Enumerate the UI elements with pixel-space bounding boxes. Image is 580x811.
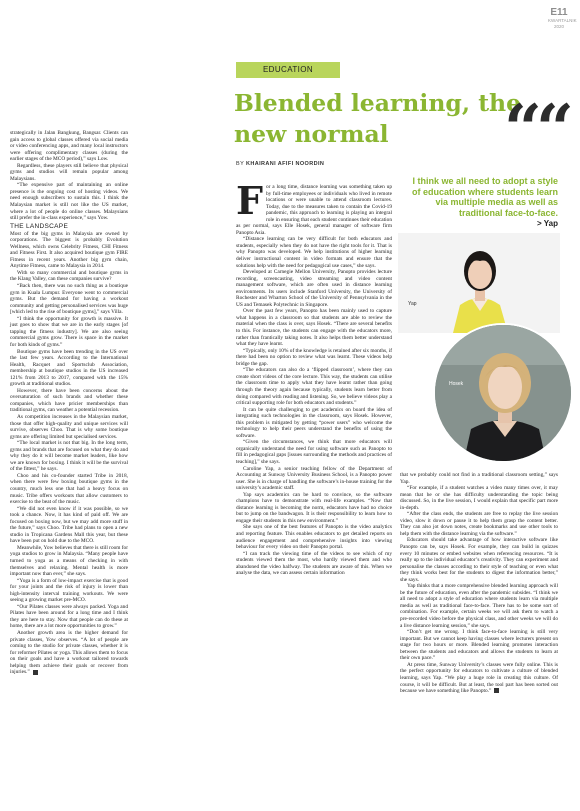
photo-hosek [433,323,573,463]
left-paragraph: Choo and his co-founder started Tribe in 2018, when there were few boxing boutique gyms in the country, much less one that had a heavy focus on music. Tribe offers workouts that allow customers to exercise to the beat of the music. [10,472,128,506]
left-paragraph: “The local market is not that big. In the long term, gyms and brands that are focused on what they do and why they do it will become market leaders, like how we are known for boxing. I think it will be the survival of the fittest,” he says. [10,440,128,473]
portrait-yap-illustration [398,233,560,333]
left-paragraph: “We did not even know if it was possible, so we took a chance. Now, it has kind of paid off. We are focused on boxing now, but we may add more stuff in the future,” says Choo. Tribe had plans to open a new studio in Tropicana Gardens Mall this year, but these have been put on hold due to the MCO. [10,505,128,545]
mid-paragraph: “Typically, only 10% of the knowledge is retained after six months, if there had been no option to review what was learnt. These videos help bridge the gap. [236,347,393,367]
right-paragraph: that we probably could not find in a traditional classroom setting,” says Yap. [400,472,558,485]
right-paragraph: Yap thinks that a more comprehensive blended learning approach will be the future of education, even after the pandemic subsides. “I think we all need to adopt a style of education where students learn via multiple media as well as traditional face-to-face. There has to be some sort of combination. For example, certain weeks we will ask them to watch a pre-recorded video before the physical class, and other weeks we will do a live distance learning session,” she says. [400,583,558,629]
left-paragraph: “Back then, there was no such thing as a boutique gym in Kuala Lumpur. Everyone went to commercial gyms. But the demand for having a workout community and getting personalised services was huge [which led to the rise of boutique gyms],” says Villa. [10,283,128,316]
left-paragraph: “I think the opportunity for growth is massive. It just goes to show that we are in the early stages [of tapping the fitness industry]. We are also seeing commercial gyms grow. There is space in the market for both kinds of gyms.” [10,315,128,348]
mid-paragraph: Developed at Carnegie Mellon University, Panopto provides lecture recording, screencasting, video streaming and video content management software, which are often used in distance learning environments. Its users include Stanford University, the University of Rochester and Wharton School of the University of Pennsylvania in the US and Temasek Polytechnic in Singapore. [236,269,392,308]
left-paragraph: “Our Pilates classes were always packed. Yoga and Pilates have been around for a long time and I think they are here to stay. Now that people can do these at home, there are a lot more opportunities to grow.” [10,603,128,630]
lead-paragraph-text: or a long time, distance learning was something taken up by full-time employees or individuals who lived in remote locations or were unable to attend classroom lectures. Today, due to the measures taken to contain the Covid-19 pandemic, this approach to learning is playing an integral role in ensuring that each student continues their education as per normal, says Elle Hosek, general manager of software firm Panopto Asia. [236,184,392,236]
left-paragraph: With so many commercial and boutique gyms in the Klang Valley, can these companies survive? [10,269,128,283]
left-paragraph: Most of the big gyms in Malaysia are owned by corporations. The biggest is probably Evolution Wellness, which owns Celebrity Fitness, CHI Fitness and Fitness First. It also acquired boutique gym FIRE Fitness in recent years. Another big gym chain, Anytime Fitness, came to Malaysia in 2014. [10,230,128,270]
lead-paragraph [236,178,392,236]
left-column [10,130,128,676]
left-paragraph: strategically in Jalan Bangkung, Bangsar. Clients can gain access to global classes offered via social media or video conferencing apps, and many local instructors were offering complimentary classes (during the earlier stages of the MCO period),” says Low. [10,130,128,163]
right-paragraph: “Don’t get me wrong. I think face-to-face learning is still very important. But we cannot keep having classes where lecturers present on stage for two hours or more. Blended learning promotes interaction between the students and educators and allows the students to learn at their own pace.” [400,629,558,662]
page-side-text-1: KWARTALNIK [548,18,577,23]
mid-paragraph: “The educators can also do a ‘flipped classroom’, where they can create short videos of the core lecture. This way, the students can utilise the classroom time to apply what they have learnt rather than going through the theory again because typically, students learn better from doing compared with reading and listening. So, we believe videos play a critical supporting role for both educators and students.” [236,367,392,407]
portrait-hosek-illustration [435,325,573,463]
page-number-tag [548,7,577,29]
subheading-landscape: THE LANDSCAPE [10,222,69,230]
left-paragraph: As competition increases in the Malaysian market, those that offer high-quality and unique services will survive, observes Choo. That is why some boutique gyms are offering limited but specialised services. [10,413,128,440]
middle-column [236,178,393,577]
mid-paragraph: Yap says academics can be hard to convince, so the software champions have to demonstrate with real-life examples. “Now that distance learning is becoming the norm, educators have had no choice but to jump on the bandwagon. It is their responsibility to learn how to engage their students in this new environment.” [236,491,392,524]
right-paragraph-last [400,662,558,695]
photo-yap [398,233,560,333]
left-paragraph: However, there have been concerns about the oversaturation of such brands and whether these companies, which have pricier memberships than traditional gyms, can weather a potential recession. [10,387,128,414]
mid-paragraph: “Given the circumstances, we think that more educators will organically understand the need for using software such as Panopto to fill in pedagogical gaps [issues surrounding the methods and practices of teaching],” she says. [236,439,392,465]
end-mark-icon [494,688,499,693]
right-paragraph-text: At press time, Sunway University’s classes were fully online. This is the perfect opportunity for educators to cultivate a culture of blended learning, says Yap. “We play a huge role in creating this culture. Of course, it will be difficult. But at least, the tool part has been sorted out because we have something like Panopto.” [400,661,558,695]
headline: Blended learning, the new normal [234,89,522,148]
section-tag: EDUCATION [236,62,340,78]
byline-prefix: BY [236,161,245,167]
mid-paragraph: “I can track the viewing time of the videos to see which of my students viewed them the most, who hardly viewed them and who abandoned the video halfway. The students are aware of this. When we analyse the data, we can assess certain information [236,550,392,577]
right-paragraph: Educators should take advantage of how interactive software like Panopto can be, says Hosek. For example, they can build in quizzes every 10 minutes or embed websites when referencing resources. “It is really up to the individual educator’s creativity. They can experiment and personalise the classes according to their style of teaching or even what they think works best for the students to digest the information better,” she says. [400,537,558,583]
end-mark-icon [33,670,38,675]
pull-quote-attribution: > Yap [537,219,558,228]
photo-label-yap: Yap [408,301,417,307]
right-column [400,472,558,695]
left-paragraph: Boutique gyms have been trending in the US over the last few years. According to the International Health, Racquet and Sportsclub Association, membership at boutique studios in the US increased 121% from 2013 to 2017, compared with the 15% growth at traditional studios. [10,348,128,388]
left-paragraph-last [10,630,128,676]
drop-cap: F [236,178,263,223]
left-paragraph-text: Another growth area is the higher demand for private classes, Yow observes. “A lot of people are coming to the studio for private classes, whether it is for reformer Pilates or yoga. This allows them to focus on their goals and have a workout tailored towards helping them achieve their goals or recover from injuries.” [10,630,128,676]
left-paragraph: Regardless, these players still believe that physical gyms and studios will remain popular among Malaysians. [10,162,128,182]
mid-paragraph: “Distance learning can be very difficult for both educators and students, especially when they do not have the right tools for it. That is why Panopto was developed. We help institutions of higher learning deliver instructional content in video formats and ensure that the solutions help with the need for pedagogical use cases,” she says. [236,236,392,269]
byline-author: KHAIRANI AFIFI NOORDIN [245,161,325,167]
left-paragraph: “Yoga is a form of low-impact exercise that is good for your joints and the risk of injury is lower than high-intensity interval training workouts. We were seeing a growing market pre-MCO. [10,577,128,604]
mid-paragraph: It can be quite challenging to get academics on board the idea of integrating such technologies in the classroom, says Hosek. However, this problem is mitigated by getting “power users” who welcome the technology to help their peers understand the benefits of using the software. [236,406,392,439]
byline [236,161,324,167]
mid-paragraph: Over the past few years, Panopto has been mainly used to capture what happens in a classroom so that students are able to review the material when the class is over, says Hosek. “There are several benefits to this. For instance, the students can engage with the educators more, rather than frantically taking notes. It also helps them better understand what they have learnt. [236,308,392,348]
mid-paragraph: She says one of the best features of Panopto is the video analytics and reporting feature. This enables educators to get detailed reports on audience engagement and comprehensive insights into viewing behaviour for every video on their Panopto portal. [236,524,392,551]
photo-label-hosek: Hosek [449,381,464,387]
page-number: E11 [550,7,568,18]
right-paragraph: “After the class ends, the students are free to replay the live session video, slow it down or pause it to help them grasp the content better. They can also jot down notes, create bookmarks and use other tools to help them with the distance learning via the software.” [400,511,558,537]
mid-paragraph: Caroline Yap, a senior teaching fellow of the Department of Accounting at Sunway University Business School, is a Panopto power user. She is in charge of handling the software’s in-house training for the university’s academic staff. [236,465,392,492]
page-side-text-2: 2020 [553,23,564,29]
left-paragraph: “The expensive part of maintaining an online presence is the ongoing cost of hosting videos. We need enough subscribers to sustain this. I think the Malaysian market is still not like the US market, where a lot of people do online classes. Malaysians still prefer the in-class experience,” says Yow. [10,182,128,222]
left-paragraph: Meanwhile, Yow believes that there is still room for yoga studios to grow in Malaysia. “Many people have turned to yoga as a means of checking in with themselves and relaxing. Mental health is more important now than ever,” she says. [10,544,129,578]
quote-mark-icon: ““ [504,90,568,168]
pull-quote: I think we all need to adopt a style of education where students learn via multiple media as well as traditional face-to-face. [411,176,558,218]
right-paragraph: “For example, if a student watches a video many times over, it may mean that he or she has difficulty understanding the topic being discussed. So, in the live session, I would explain that specific part more in-depth. [400,485,558,511]
